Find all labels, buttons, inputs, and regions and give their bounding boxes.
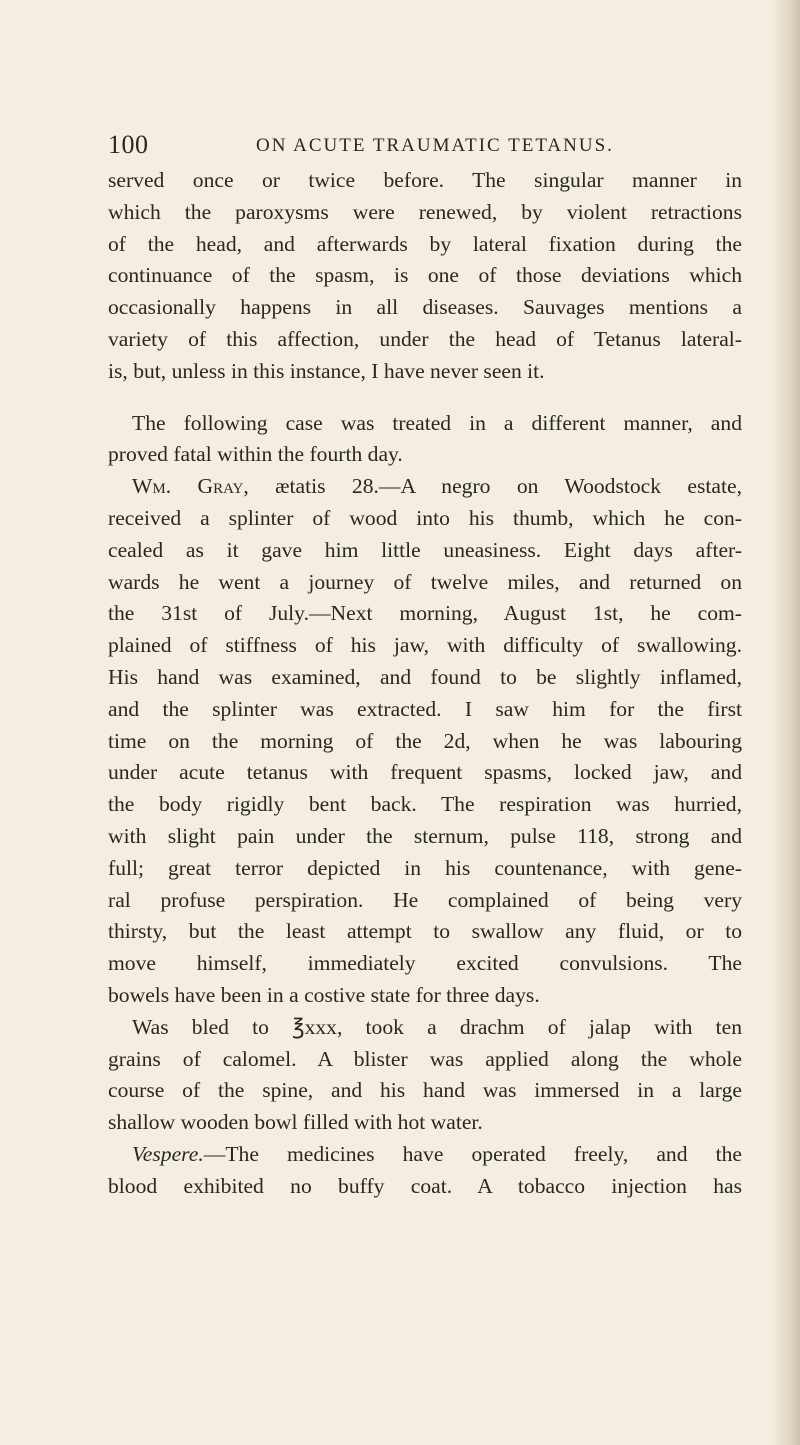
text-run: —The medicines have operated freely, and the [203, 1141, 742, 1166]
paragraph-4 [108, 1012, 742, 1139]
text-line: of the head, and afterwards by lateral fixation during the [108, 231, 742, 256]
text-run: ætatis 28.—A negro on Woodstock estate, [248, 474, 742, 499]
body-text [108, 165, 742, 1203]
case-name: Wm. Gray, [132, 474, 249, 499]
text-line: The following case was treated in a different manner, and [132, 410, 742, 435]
text-line: proved fatal within the fourth day. [108, 442, 403, 467]
running-head: ON ACUTE TRAUMATIC TETANUS. [256, 135, 614, 156]
text-line: served once or twice before. The singular manner in [108, 168, 742, 192]
text-line: wards he went a journey of twelve miles, and returned on [108, 569, 742, 594]
paragraph-gap [108, 388, 742, 408]
text-line: plained of stiffness of his jaw, with difficulty of swallowing. [108, 633, 742, 658]
text-line: full; great terror depicted in his countenance, with gene- [108, 855, 742, 880]
text-line: grains of calomel. A blister was applied along the whole [108, 1046, 742, 1071]
paragraph-5 [108, 1139, 742, 1203]
text-line: and the splinter was extracted. I saw him for the first [108, 696, 742, 721]
text-line: occasionally happens in all diseases. Sauvages mentions a [108, 295, 742, 320]
text-line: is, but, unless in this instance, I have never seen it. [108, 358, 545, 383]
text-line [108, 1139, 742, 1171]
text-line: the 31st of July.—Next morning, August 1st, he com- [108, 601, 742, 626]
text-line: continuance of the spasm, is one of those deviations which [108, 263, 742, 288]
page-header [108, 130, 748, 170]
paragraph-2 [108, 408, 742, 472]
text-line: course of the spine, and his hand was immersed in a large [108, 1078, 742, 1103]
vespere-heading: Vespere. [132, 1141, 204, 1166]
page-number: 100 [108, 130, 149, 159]
text-line: the body rigidly bent back. The respiration was hurried, [108, 792, 742, 817]
text-line: cealed as it gave him little uneasiness. Eight days after- [108, 537, 742, 562]
text-line: received a splinter of wood into his thumb, which he con- [108, 505, 742, 530]
text-line: variety of this affection, under the head of Tetanus lateral- [108, 326, 742, 351]
text-line: move himself, immediately excited convulsions. The [108, 951, 742, 976]
text-line: shallow wooden bowl filled with hot water. [108, 1110, 483, 1135]
text-line: His hand was examined, and found to be slightly inflamed, [108, 664, 742, 689]
text-line: with slight pain under the sternum, pulse 118, strong and [108, 823, 742, 848]
text-line: thirsty, but the least attempt to swallow any fluid, or to [108, 919, 742, 944]
text-line: which the paroxysms were renewed, by violent retractions [108, 199, 742, 224]
text-line: time on the morning of the 2d, when he was labouring [108, 728, 742, 753]
text-line: bowels have been in a costive state for three days. [108, 982, 540, 1007]
page-edge-shadow [770, 0, 800, 1445]
text-line: blood exhibited no buffy coat. A tobacco injection has [108, 1173, 742, 1198]
text-line: ral profuse perspiration. He complained of being very [108, 887, 742, 912]
paragraph-3 [108, 471, 742, 1012]
paragraph-1 [108, 165, 742, 388]
text-line: Was bled to ℥xxx, took a drachm of jalap with ten [132, 1014, 742, 1039]
text-line [108, 471, 742, 503]
text-line: under acute tetanus with frequent spasms, locked jaw, and [108, 760, 742, 785]
